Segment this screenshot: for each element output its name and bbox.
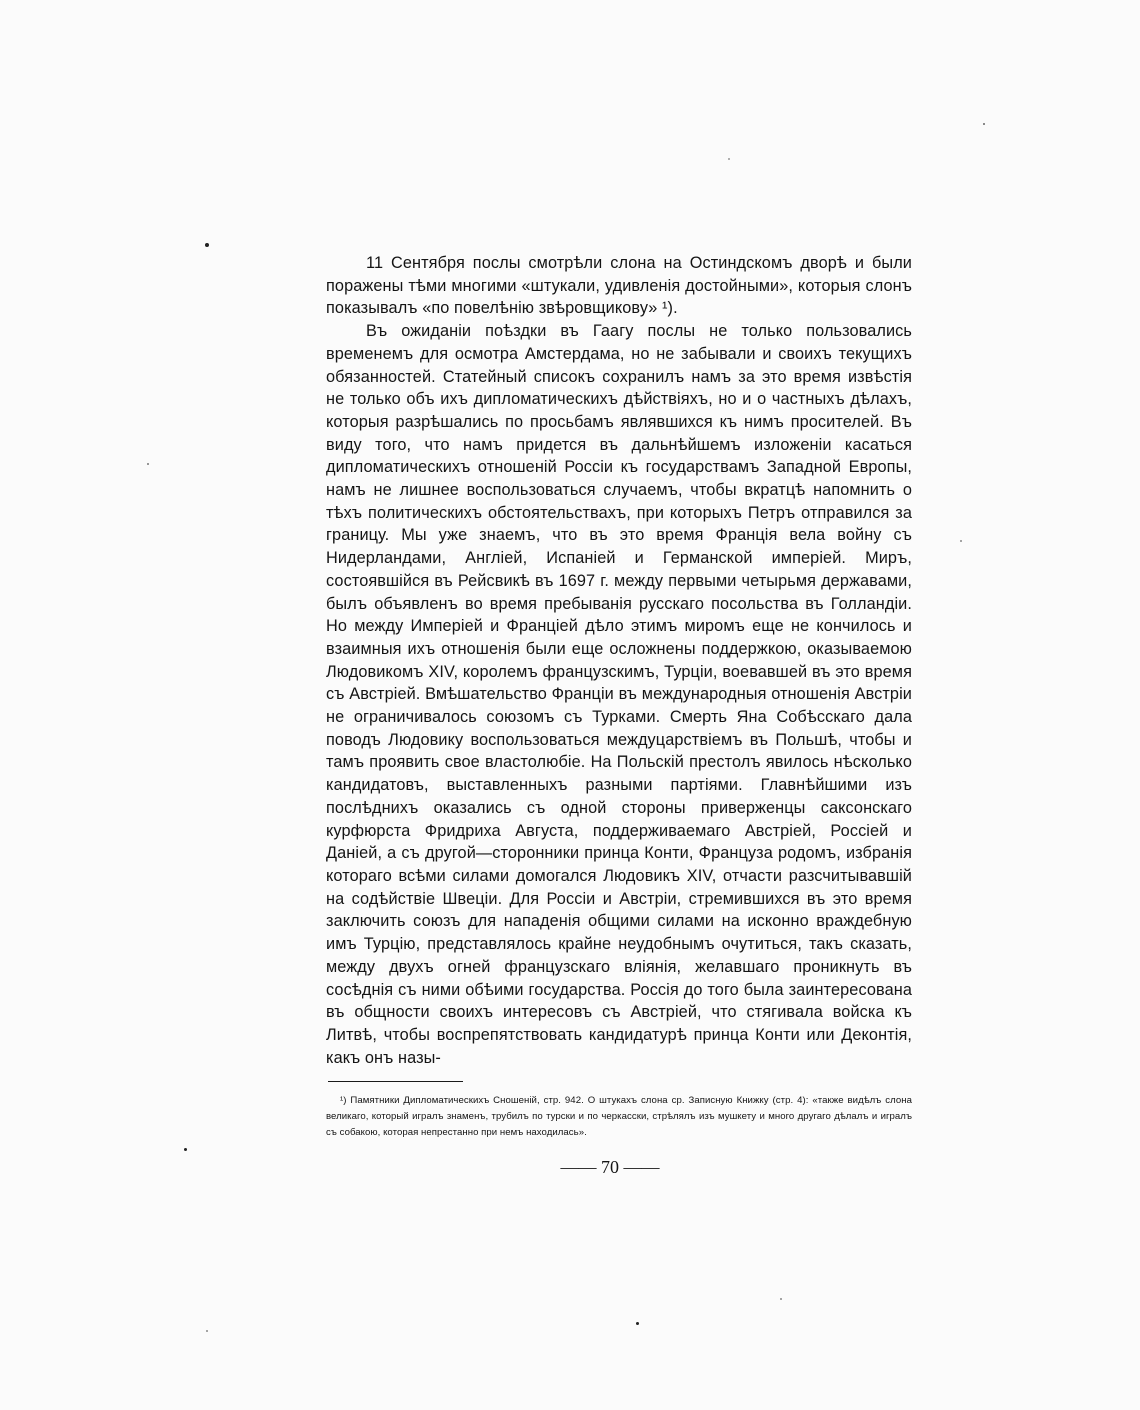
scan-speck [184, 1148, 187, 1151]
footnotes [326, 1093, 912, 1141]
paragraph: 11 Сентября послы смотрѣли слона на Остиндскомъ дворѣ и были поражены тѣми многими «штукали, удивленія достойными», которыя слонъ показывалъ «по повелѣнію звѣровщикову» ¹). [326, 254, 912, 318]
scan-speck [780, 1298, 782, 1300]
scan-speck [636, 1322, 639, 1325]
footnote: ¹) Памятники Дипломатическихъ Сношеній, стр. 942. О штукахъ слона ср. Записную Книжку (стр. 4): «также видѣлъ слона великаго, который игралъ знаменъ, трубилъ по турски и по черкасски, стрѣлялъ изъ мушкету и много другаго дѣлалъ и игралъ съ собакою, которая непрестанно при немъ находилась». [326, 1095, 912, 1138]
scan-speck [147, 463, 149, 465]
scan-speck [205, 243, 209, 247]
scan-speck [728, 158, 730, 160]
scan-speck [960, 540, 962, 542]
scan-speck [983, 123, 985, 125]
body-text [326, 252, 912, 1069]
paragraph: Въ ожиданіи поѣздки въ Гаагу послы не только пользовались временемъ для осмотра Амстердама, но не забывали и своихъ текущихъ обязанностей. Статейный списокъ сохранилъ намъ за это время извѣстія не только объ ихъ дипломатическихъ дѣйствіяхъ, но и о частныхъ дѣлахъ, которыя разрѣшались по просьбамъ являвшихся къ нимъ просителей. Въ виду того, что намъ придется въ дальнѣйшемъ изложеніи касаться дипломатическихъ отношеній Россіи къ государствамъ Западной Европы, намъ не лишнее воспользоваться случаемъ, чтобы вкратцѣ напомнить о тѣхъ политическихъ обстоятельствахъ, при которыхъ Петръ отправился за границу. Мы уже знаемъ, что въ это время Франція вела войну съ Нидерландами, Англіей, Испаніей и Германской имперіей. Миръ, состоявшійся въ Рейсвикѣ въ 1697 г. между первыми четырьмя державами, былъ объявленъ во время пребыванія русскаго посольства въ Голландіи. Но между Имперіей и Франціей дѣло этимъ миромъ еще не кончилось и взаимныя ихъ отношенія были еще осложнены поддержкою, оказываемою Людовикомъ XIV, королемъ французскимъ, Турціи, воевавшей въ это время съ Австріей. Вмѣшательство Франціи въ международныя отношенія Австріи не ограничивалось союзомъ съ Турками. Смерть Яна Собѣсскаго дала поводъ Людовику воспользоваться междуцарствіемъ въ Польшѣ, чтобы и тамъ проявить свое властолюбіе. На Польскій престолъ явилось нѣсколько кандидатовъ, выставленныхъ разными партіями. Главнѣйшими изъ послѣднихъ оказались съ одной стороны приверженцы саксонскаго курфюрста Фридриха Августа, поддерживаемаго Австріей, Россіей и Даніей, а съ другой—сторонники принца Конти, Француза родомъ, избранія котораго всѣми силами домогался Людовикъ XIV, отчасти разсчитывавшій на содѣйствіе Швеціи. Для Россіи и Австріи, стремившихся въ это время заключить союзъ для нападенія общими силами на исконно враждебную имъ Турцію, представлялось крайне неудобнымъ очутиться, такъ сказать, между двухъ огней французскаго вліянія, желавшаго проникнуть въ сосѣднія съ ними обѣими государства. Россія до того была заинтересована въ общности своихъ интересовъ съ Австріей, что стягивала войска къ Литвѣ, чтобы воспрепятствовать кандидатурѣ принца Конти или Деконтія, какъ онъ назы- [326, 322, 912, 1067]
footnote-separator [328, 1081, 463, 1082]
scan-speck [206, 1330, 208, 1332]
page-number: —— 70 —— [560, 1157, 660, 1177]
